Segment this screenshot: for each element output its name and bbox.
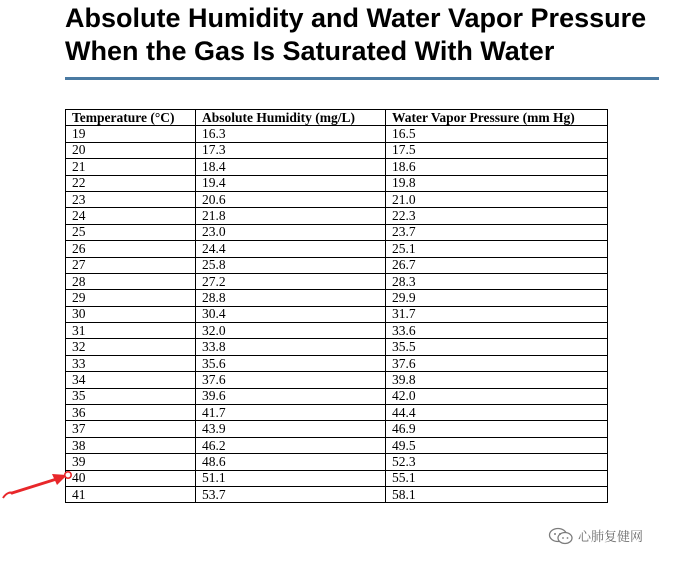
cell-absolute-humidity: 18.4 bbox=[196, 159, 386, 175]
cell-vapor-pressure: 49.5 bbox=[386, 437, 608, 453]
cell-vapor-pressure: 58.1 bbox=[386, 486, 608, 502]
cell-temperature: 34 bbox=[66, 372, 196, 388]
table-row bbox=[66, 306, 608, 322]
cell-vapor-pressure: 18.6 bbox=[386, 159, 608, 175]
cell-absolute-humidity: 33.8 bbox=[196, 339, 386, 355]
table-row bbox=[66, 339, 608, 355]
cell-absolute-humidity: 21.8 bbox=[196, 208, 386, 224]
cell-vapor-pressure: 46.9 bbox=[386, 421, 608, 437]
cell-vapor-pressure: 19.8 bbox=[386, 175, 608, 191]
cell-absolute-humidity: 43.9 bbox=[196, 421, 386, 437]
cell-temperature: 33 bbox=[66, 355, 196, 371]
cell-vapor-pressure: 23.7 bbox=[386, 224, 608, 240]
cell-temperature: 22 bbox=[66, 175, 196, 191]
cell-temperature: 24 bbox=[66, 208, 196, 224]
cell-temperature: 28 bbox=[66, 273, 196, 289]
cell-vapor-pressure: 42.0 bbox=[386, 388, 608, 404]
cell-temperature: 20 bbox=[66, 142, 196, 158]
table-header-row bbox=[66, 110, 608, 126]
cell-absolute-humidity: 30.4 bbox=[196, 306, 386, 322]
table-row bbox=[66, 159, 608, 175]
cell-temperature: 25 bbox=[66, 224, 196, 240]
header-absolute-humidity: Absolute Humidity (mg/L) bbox=[196, 110, 386, 126]
cell-vapor-pressure: 21.0 bbox=[386, 191, 608, 207]
page-title bbox=[65, 2, 665, 68]
cell-absolute-humidity: 17.3 bbox=[196, 142, 386, 158]
table-row bbox=[66, 388, 608, 404]
cell-absolute-humidity: 27.2 bbox=[196, 273, 386, 289]
humidity-table bbox=[65, 109, 608, 503]
cell-absolute-humidity: 35.6 bbox=[196, 355, 386, 371]
cell-temperature: 35 bbox=[66, 388, 196, 404]
table-row bbox=[66, 323, 608, 339]
table-row bbox=[66, 273, 608, 289]
cell-vapor-pressure: 17.5 bbox=[386, 142, 608, 158]
cell-temperature: 27 bbox=[66, 257, 196, 273]
cell-absolute-humidity: 41.7 bbox=[196, 405, 386, 421]
cell-vapor-pressure: 52.3 bbox=[386, 454, 608, 470]
cell-absolute-humidity: 53.7 bbox=[196, 486, 386, 502]
header-temperature: Temperature (°C) bbox=[66, 110, 196, 126]
cell-temperature: 29 bbox=[66, 290, 196, 306]
cell-temperature: 19 bbox=[66, 126, 196, 142]
cell-vapor-pressure: 26.7 bbox=[386, 257, 608, 273]
cell-vapor-pressure: 25.1 bbox=[386, 241, 608, 257]
cell-temperature: 37 bbox=[66, 421, 196, 437]
table-row bbox=[66, 290, 608, 306]
table-row bbox=[66, 454, 608, 470]
cell-vapor-pressure: 33.6 bbox=[386, 323, 608, 339]
cell-absolute-humidity: 16.3 bbox=[196, 126, 386, 142]
cell-temperature: 41 bbox=[66, 486, 196, 502]
table-row bbox=[66, 405, 608, 421]
cell-vapor-pressure: 39.8 bbox=[386, 372, 608, 388]
cell-temperature: 36 bbox=[66, 405, 196, 421]
cell-temperature: 39 bbox=[66, 454, 196, 470]
table-row bbox=[66, 372, 608, 388]
table-row bbox=[66, 241, 608, 257]
cell-absolute-humidity: 32.0 bbox=[196, 323, 386, 339]
table-row bbox=[66, 175, 608, 191]
cell-vapor-pressure: 16.5 bbox=[386, 126, 608, 142]
cell-temperature: 23 bbox=[66, 191, 196, 207]
table-row bbox=[66, 437, 608, 453]
cell-temperature: 21 bbox=[66, 159, 196, 175]
red-arrow-icon bbox=[0, 460, 80, 505]
wechat-logo-icon bbox=[548, 527, 574, 545]
watermark-text: 心肺复健网 bbox=[578, 530, 644, 545]
table-row bbox=[66, 126, 608, 142]
cell-temperature: 32 bbox=[66, 339, 196, 355]
cell-absolute-humidity: 37.6 bbox=[196, 372, 386, 388]
table-body bbox=[66, 126, 608, 503]
title-divider bbox=[65, 77, 659, 80]
cell-absolute-humidity: 25.8 bbox=[196, 257, 386, 273]
cell-absolute-humidity: 51.1 bbox=[196, 470, 386, 486]
cell-vapor-pressure: 22.3 bbox=[386, 208, 608, 224]
cell-vapor-pressure: 55.1 bbox=[386, 470, 608, 486]
cell-temperature: 26 bbox=[66, 241, 196, 257]
cell-absolute-humidity: 24.4 bbox=[196, 241, 386, 257]
cell-absolute-humidity: 48.6 bbox=[196, 454, 386, 470]
cell-temperature: 40 bbox=[66, 470, 196, 486]
table-row bbox=[66, 142, 608, 158]
title-line-2: When the Gas Is Saturated With Water bbox=[65, 36, 555, 66]
table-row bbox=[66, 470, 608, 486]
title-line-1: Absolute Humidity and Water Vapor Pressure bbox=[65, 3, 647, 33]
cell-temperature: 30 bbox=[66, 306, 196, 322]
table-row bbox=[66, 257, 608, 273]
table-row bbox=[66, 208, 608, 224]
cell-vapor-pressure: 31.7 bbox=[386, 306, 608, 322]
cell-temperature: 31 bbox=[66, 323, 196, 339]
cell-temperature: 38 bbox=[66, 437, 196, 453]
table-row bbox=[66, 191, 608, 207]
header-vapor-pressure: Water Vapor Pressure (mm Hg) bbox=[386, 110, 608, 126]
cell-absolute-humidity: 23.0 bbox=[196, 224, 386, 240]
cell-vapor-pressure: 35.5 bbox=[386, 339, 608, 355]
table-row bbox=[66, 355, 608, 371]
cell-vapor-pressure: 44.4 bbox=[386, 405, 608, 421]
table-row bbox=[66, 486, 608, 502]
cell-absolute-humidity: 39.6 bbox=[196, 388, 386, 404]
table-row bbox=[66, 224, 608, 240]
cell-vapor-pressure: 37.6 bbox=[386, 355, 608, 371]
cell-absolute-humidity: 20.6 bbox=[196, 191, 386, 207]
table-row bbox=[66, 421, 608, 437]
cell-absolute-humidity: 19.4 bbox=[196, 175, 386, 191]
cell-vapor-pressure: 29.9 bbox=[386, 290, 608, 306]
cell-absolute-humidity: 28.8 bbox=[196, 290, 386, 306]
cell-absolute-humidity: 46.2 bbox=[196, 437, 386, 453]
watermark bbox=[548, 526, 643, 545]
cell-vapor-pressure: 28.3 bbox=[386, 273, 608, 289]
